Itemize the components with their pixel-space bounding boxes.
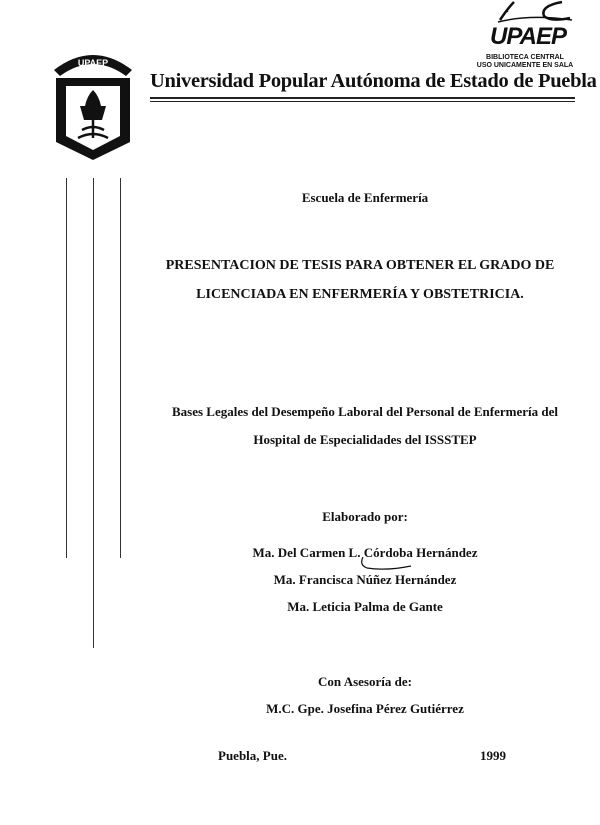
school-name: Escuela de Enfermería [301,190,429,205]
library-label: BIBLIOTECA CENTRAL [486,54,564,61]
logo-text: UPAEP [490,23,566,48]
place: Puebla, Pue. [218,748,287,763]
university-seal [52,44,134,162]
author-name: Ma. Francisca Núñez Hernández [273,572,457,587]
advisor-name: M.C. Gpe. Josefina Pérez Gutiérrez [266,701,464,716]
author-name: Ma. Del Carmen L. Córdoba Hernández [252,545,478,560]
thesis-title-line-1: Bases Legales del Desempeño Laboral del Personal de Enfermería del [172,404,558,419]
margin-line [66,178,67,558]
ink-mark [357,557,417,571]
title-rule-thick [150,97,575,99]
library-usage-note: USO UNICAMENTE EN SALA [476,62,574,69]
advisory-label: Con Asesoría de: [318,674,412,689]
margin-line [93,178,94,648]
university-title: Universidad Popular Autónoma de Estado de Puebla [150,70,597,92]
presentation-line-2: LICENCIADA EN ENFERMERÍA Y OBSTETRICIA. [196,287,524,302]
upaep-logo [470,0,590,48]
thesis-title-line-2: Hospital de Especialidades del ISSSTEP [253,432,477,447]
author-name: Ma. Leticia Palma de Gante [287,599,443,614]
seal-text: UPAEP [77,58,109,68]
title-rule-thin [150,101,575,102]
year: 1999 [480,748,506,763]
presentation-line-1: PRESENTACION DE TESIS PARA OBTENER EL GRADO DE [165,258,555,273]
prepared-by-label: Elaborado por: [322,509,408,524]
margin-line [120,178,121,558]
